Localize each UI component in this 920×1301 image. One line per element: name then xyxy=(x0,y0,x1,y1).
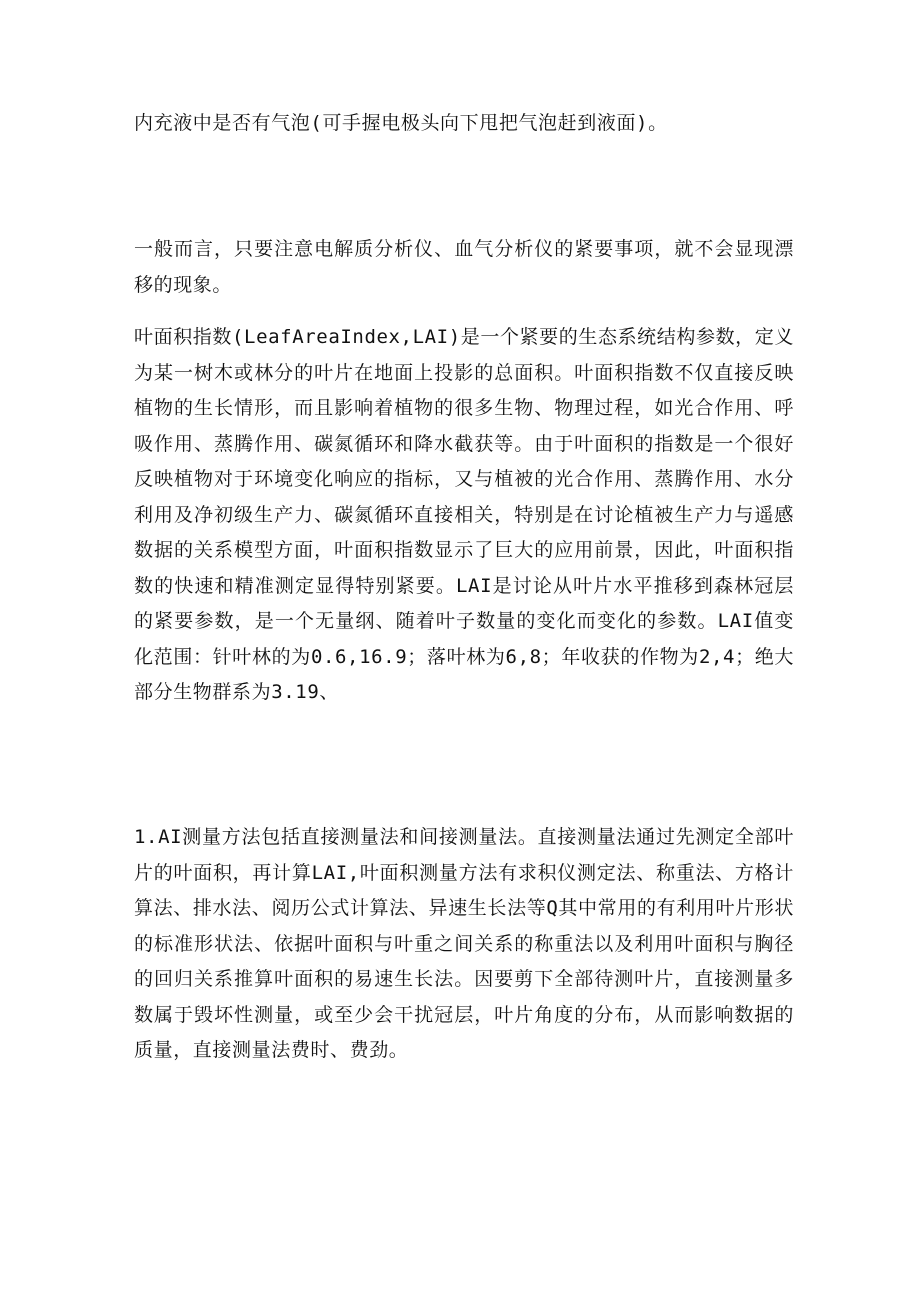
paragraph-analyzer-drift: 一般而言，只要注意电解质分析仪、血气分析仪的紧要事项，就不会显现漂移的现象。 xyxy=(134,238,794,296)
paragraph-lai-measurement-methods: 1.AI测量方法包括直接测量法和间接测量法。直接测量法通过先测定全部叶片的叶面积，再计算LAI,叶面积测量方法有求积仪测定法、称重法、方格计算法、排水法、阅历公式计算法、异速生长法等Q其中常用的有利用叶片形状的标准形状法、依据叶面积与叶重之间关系的称重法以及利用叶面积与胸径的回归关系推算叶面积的易速生长法。因要剪下全部待测叶片，直接测量多数属于毁坏性测量，或至少会干扰冠层，叶片角度的分布，从而影响数据的质量，直接测量法费时、费劲。 xyxy=(134,826,794,1061)
paragraph-leaf-area-index: 叶面积指数(LeafAreaIndex,LAI)是一个紧要的生态系统结构参数，定义为某一树木或林分的叶片在地面上投影的总面积。叶面积指数不仅直接反映植物的生长情形，而且影响着植物的很多生物、物理过程，如光合作用、呼吸作用、蒸腾作用、碳氮循环和降水截获等。由于叶面积的指数是一个很好反映植物对于环境变化响应的指标，又与植被的光合作用、蒸腾作用、水分利用及净初级生产力、碳氮循环直接相关，特别是在讨论植被生产力与遥感数据的关系模型方面，叶面积指数显示了巨大的应用前景，因此，叶面积指数的快速和精准测定显得特别紧要。LAI是讨论从叶片水平推移到森林冠层的紧要参数，是一个无量纲、随着叶子数量的变化而变化的参数。LAI值变化范围：针叶林的为0.6,16.9；落叶林为6,8；年收获的作物为2,4；绝大部分生物群系为3.19、 xyxy=(134,326,794,703)
paragraph-electrode-bubbles: 内充液中是否有气泡(可手握电极头向下甩把气泡赶到液面)。 xyxy=(134,112,668,134)
